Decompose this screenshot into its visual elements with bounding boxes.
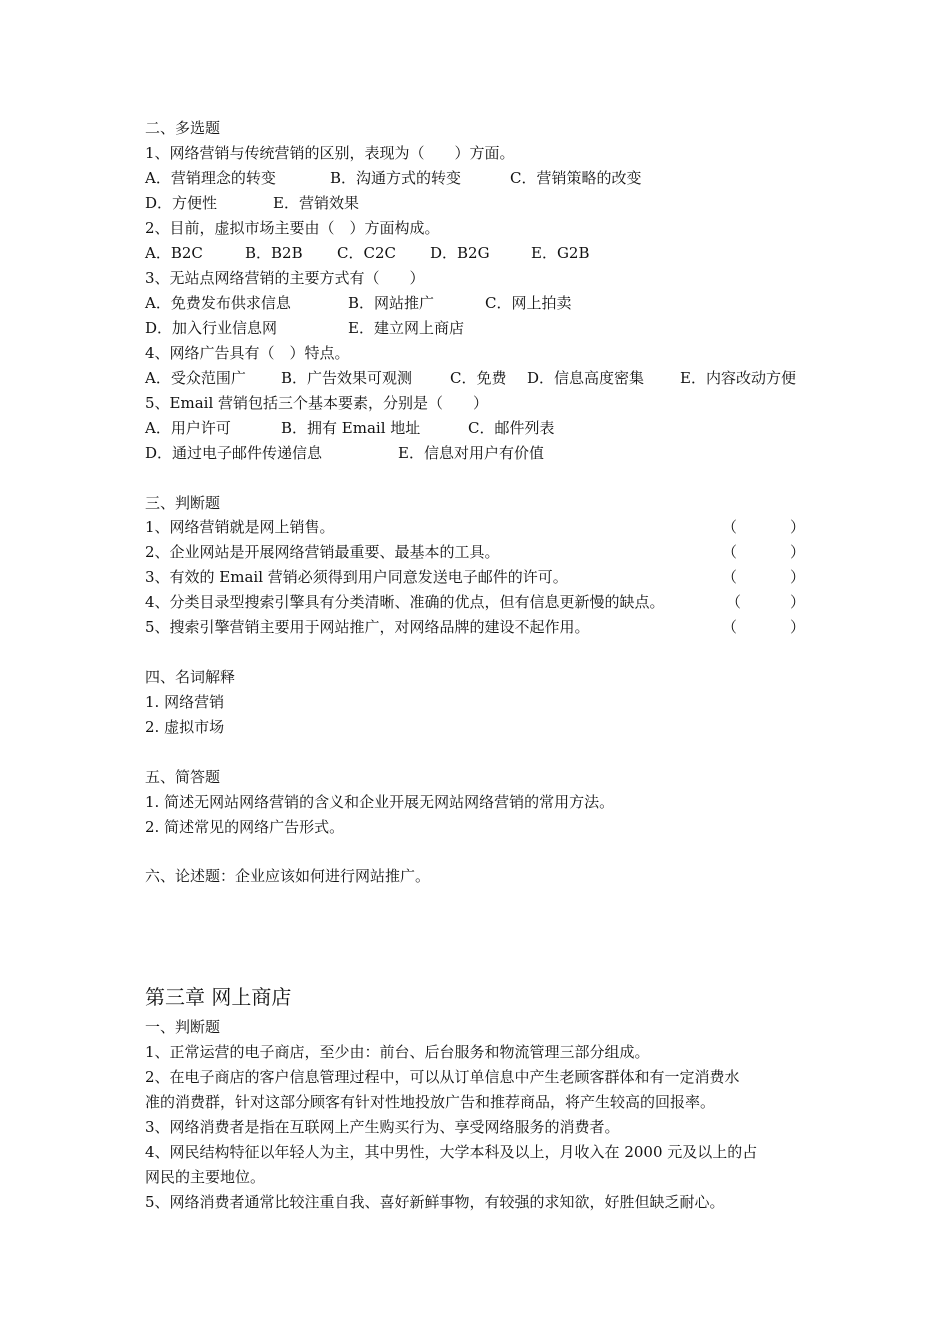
question-text: 2、目前，虚拟市场主要由（ ）方面构成。	[145, 219, 440, 237]
section-title-true-false: 三、判断题	[145, 494, 221, 512]
statement: 1、网络营销就是网上销售。	[145, 518, 335, 536]
option: B．沟通方式的转变	[330, 169, 462, 187]
section-title-essay: 六、论述题：企业应该如何进行网站推广。	[145, 867, 431, 885]
answer-paren-close: ）	[790, 618, 806, 636]
question-text: 3、无站点网络营销的主要方式有（ ）	[145, 269, 425, 287]
option: A．B2C	[145, 244, 203, 262]
answer-paren-close: ）	[790, 543, 806, 561]
option: C．C2C	[337, 244, 396, 262]
option: E．内容改动方便	[680, 369, 796, 387]
statement: 网民的主要地位。	[145, 1168, 266, 1186]
statement: 5、网络消费者通常比较注重自我、喜好新鲜事物，有较强的求知欲，好胜但缺乏耐心。	[145, 1193, 725, 1211]
chapter-heading: 第三章 网上商店	[145, 985, 292, 1009]
option: C．免费	[450, 369, 507, 387]
statement: 2、在电子商店的客户信息管理过程中，可以从订单信息中产生老顾客群体和有一定消费水	[145, 1068, 740, 1086]
chapter-section-title: 一、判断题	[145, 1018, 221, 1036]
definition-item: 1. 网络营销	[145, 693, 225, 711]
option: A．受众范围广	[145, 369, 246, 387]
option: E．信息对用户有价值	[398, 444, 544, 462]
option: D．加入行业信息网	[145, 319, 278, 337]
answer-paren-open: （	[722, 618, 738, 636]
statement: 2、企业网站是开展网络营销最重要、最基本的工具。	[145, 543, 500, 561]
section-title-multiple-choice: 二、多选题	[145, 119, 221, 137]
option: B．B2B	[245, 244, 303, 262]
section-title-definitions: 四、名词解释	[145, 668, 236, 686]
statement: 4、网民结构特征以年轻人为主，其中男性，大学本科及以上，月收入在 2000 元及以上的占	[145, 1143, 758, 1161]
statement: 3、网络消费者是指在互联网上产生购买行为、享受网络服务的消费者。	[145, 1118, 620, 1136]
statement: 4、分类目录型搜索引擎具有分类清晰、准确的优点，但有信息更新慢的缺点。	[145, 593, 665, 611]
answer-paren-open: （	[726, 593, 742, 611]
statement: 1、正常运营的电子商店，至少由：前台、后台服务和物流管理三部分组成。	[145, 1043, 650, 1061]
answer-paren-close: ）	[790, 568, 806, 586]
option: D．方便性	[145, 194, 218, 212]
option: C．网上拍卖	[485, 294, 572, 312]
question-text: 1、网络营销与传统营销的区别，表现为（ ）方面。	[145, 144, 515, 162]
option: B．网站推广	[348, 294, 435, 312]
answer-paren-open: （	[722, 518, 738, 536]
question-text: 5、Email 营销包括三个基本要素，分别是（ ）	[145, 394, 489, 412]
short-answer-item: 2. 简述常见的网络广告形式。	[145, 818, 345, 836]
option: D．信息高度密集	[527, 369, 645, 387]
option: E．建立网上商店	[348, 319, 464, 337]
option: B．广告效果可观测	[281, 369, 413, 387]
option: E．G2B	[531, 244, 590, 262]
option: A．免费发布供求信息	[145, 294, 291, 312]
statement: 3、有效的 Email 营销必须得到用户同意发送电子邮件的许可。	[145, 568, 568, 586]
answer-paren-open: （	[722, 568, 738, 586]
short-answer-item: 1. 简述无网站网络营销的含义和企业开展无网站网络营销的常用方法。	[145, 793, 615, 811]
answer-paren-close: ）	[790, 593, 806, 611]
option: C．邮件列表	[468, 419, 555, 437]
answer-paren-close: ）	[790, 518, 806, 536]
option: D．B2G	[430, 244, 490, 262]
definition-item: 2. 虚拟市场	[145, 718, 225, 736]
question-text: 4、网络广告具有（ ）特点。	[145, 344, 350, 362]
statement: 5、搜索引擎营销主要用于网站推广，对网络品牌的建设不起作用。	[145, 618, 590, 636]
option: A．营销理念的转变	[145, 169, 276, 187]
statement: 准的消费群，针对这部分顾客有针对性地投放广告和推荐商品，将产生较高的回报率。	[145, 1093, 716, 1111]
option: B．拥有 Email 地址	[281, 419, 421, 437]
option: D．通过电子邮件传递信息	[145, 444, 323, 462]
answer-paren-open: （	[722, 543, 738, 561]
option: E．营销效果	[273, 194, 359, 212]
option: A．用户许可	[145, 419, 231, 437]
section-title-short-answer: 五、简答题	[145, 768, 221, 786]
option: C．营销策略的改变	[510, 169, 642, 187]
